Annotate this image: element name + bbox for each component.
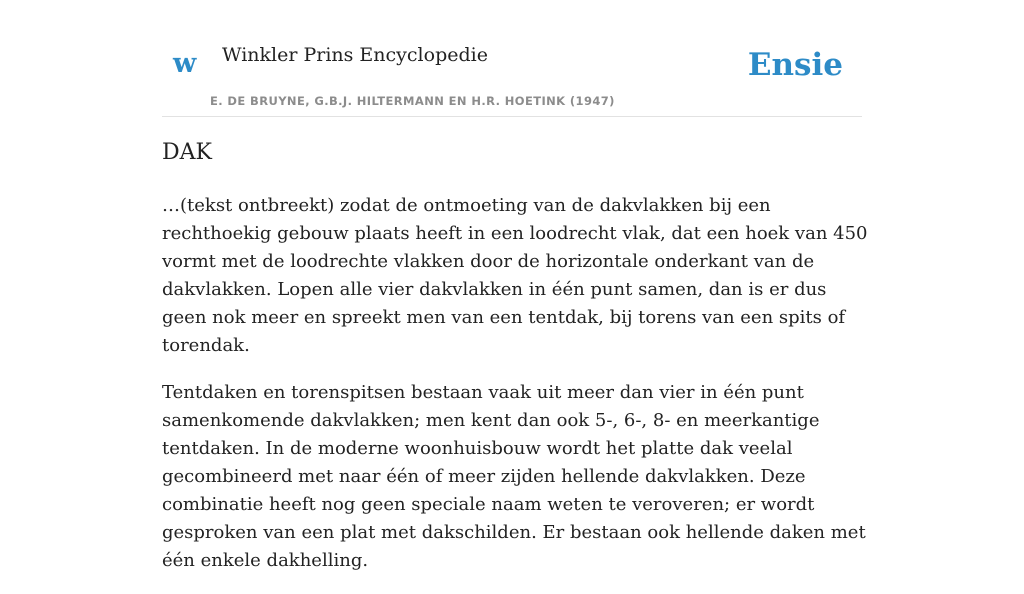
page-header [162, 0, 862, 117]
article-body [162, 192, 872, 594]
winkler-prins-logo[interactable]: w [173, 48, 197, 79]
article-paragraph: Tentdaken en torenspitsen bestaan vaak uit meer dan vier in één punt samenkomende dakvlakken; men kent dan ook 5-, 6-, 8- en meerkantige tentdaken. In de moderne woonhuisbouw wordt het platte dak veelal gecombineerd met naar één of meer zijden hellende dakvlakken. Deze combinatie heeft nog geen speciale naam weten te veroveren; er wordt gesproken van een plat met dakschilden. Er bestaan ook hellende daken met één enkele dakhelling. [162, 382, 866, 571]
book-authors: E. DE BRUYNE, G.B.J. HILTERMANN EN H.R. HOETINK (1947) [210, 94, 615, 108]
content-container [162, 0, 868, 571]
article-paragraph: …(tekst ontbreekt) zodat de ontmoeting van de dakvlakken bij een rechthoekig gebouw plaats heeft in een loodrecht vlak, dat een hoek van 450 vormt met de loodrechte vlakken door de horizontale onderkant van de dakvlakken. Lopen alle vier dakvlakken in één punt samen, dan is er dus geen nok meer en spreekt men van een tentdak, bij torens van een spits of torendak. [162, 195, 868, 356]
ensie-logo-link[interactable]: Ensie [747, 47, 843, 83]
book-title[interactable]: Winkler Prins Encyclopedie [222, 44, 488, 66]
article-title: DAK [162, 140, 212, 165]
